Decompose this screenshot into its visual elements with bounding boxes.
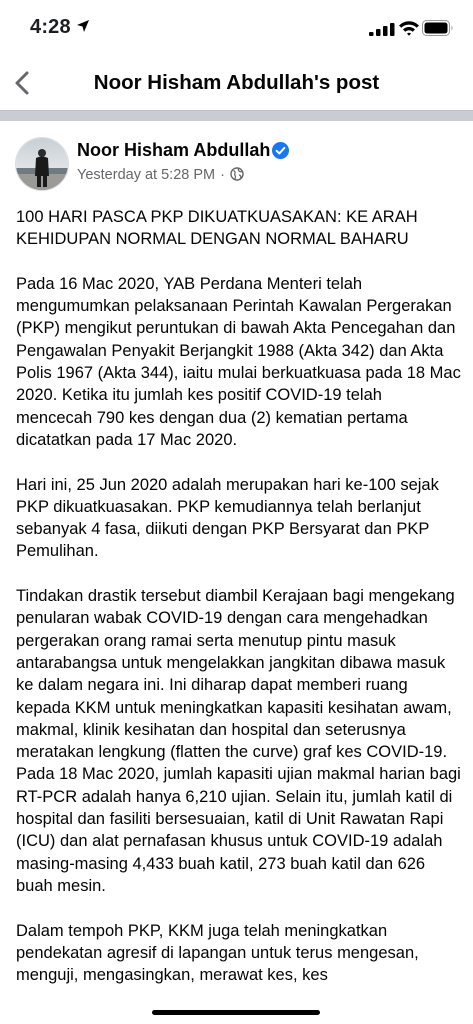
globe-icon	[230, 167, 244, 181]
wifi-icon	[398, 20, 420, 36]
post-paragraph: Pada 16 Mac 2020, YAB Perdana Menteri telah mengumumkan pelaksanaan Perintah Kawalan Pergerakan (PKP) mengikut peruntukan di bawah Akta Pencegahan dan Pengawalan Penyakit Berjangkit 1988 (Akta 342) dan Akta Polis 1967 (Akta 344), iaitu mulai berkuatkuasa pada 18 Mac 2020. Ketika itu jumlah kes positif COVID-19 telah mencecah 790 kes dengan dua (2) kematian pertama dicatatkan pada 17 Mac 2020.	[16, 274, 461, 449]
post-paragraph: 100 HARI PASCA PKP DIKUATKUASAKAN: KE ARAH KEHIDUPAN NORMAL DENGAN NORMAL BAHARU	[16, 208, 418, 249]
status-time: 4:28	[30, 16, 71, 38]
post-paragraph: Hari ini, 25 Jun 2020 adalah merupakan hari ke-100 sejak PKP dikuatkuasakan. PKP kemudiannya telah berlanjut sebanyak 4 fasa, diikuti dengan PKP Bersyarat dan PKP Pemulihan.	[16, 475, 439, 561]
page-title: Noor Hisham Abdullah's post	[93, 71, 380, 94]
post-paragraph: Dalam tempoh PKP, KKM juga telah meningkatkan pendekatan agresif di lapangan untuk terus mengesan, menguji, mengasingkan, merawat kes, kes	[16, 921, 419, 985]
post-meta	[77, 167, 244, 183]
post-header	[0, 120, 473, 190]
battery-icon	[422, 20, 454, 36]
meta-separator: ·	[220, 167, 225, 183]
avatar[interactable]	[15, 137, 69, 191]
location-arrow-icon	[76, 19, 90, 33]
author-name[interactable]: Noor Hisham Abdullah	[77, 140, 271, 160]
nav-bar	[0, 58, 473, 110]
home-indicator[interactable]	[152, 1010, 320, 1015]
post-paragraph: Tindakan drastik tersebut diambil Kerajaan bagi mengekang penularan wabak COVID-19 dengan cara mengehadkan pergerakan orang ramai serta menutup pintu masuk antarabangsa untuk mengelakkan jangkitan dibawa masuk ke dalam negara ini. Ini diharap dapat memberi ruang kepada KKM untuk meningkatkan kapasiti kesihatan awam, makmal, klinik kesihatan dan hospital dan seterusnya meratakan lengkung (flatten the curve) graf kes COVID-19. Pada 18 Mac 2020, jumlah kapasiti ujian makmal harian bagi RT-PCR adalah hanya 6,210 ujian. Selain itu, jumlah katil di hospital dan fasiliti bersesuaian, katil di Unit Rawatan Rapi (ICU) dan alat pernafasan khusus untuk COVID-19 adalah masing-masing 4,433 buah katil, 273 buah katil dan 626 buah mesin.	[16, 587, 461, 895]
profile-photo	[16, 138, 68, 190]
post-body	[16, 206, 461, 1009]
cellular-signal-icon	[369, 23, 395, 36]
verified-badge-icon	[272, 142, 289, 159]
status-bar	[0, 0, 473, 58]
post-timestamp[interactable]: Yesterday at 5:28 PM	[77, 167, 216, 183]
